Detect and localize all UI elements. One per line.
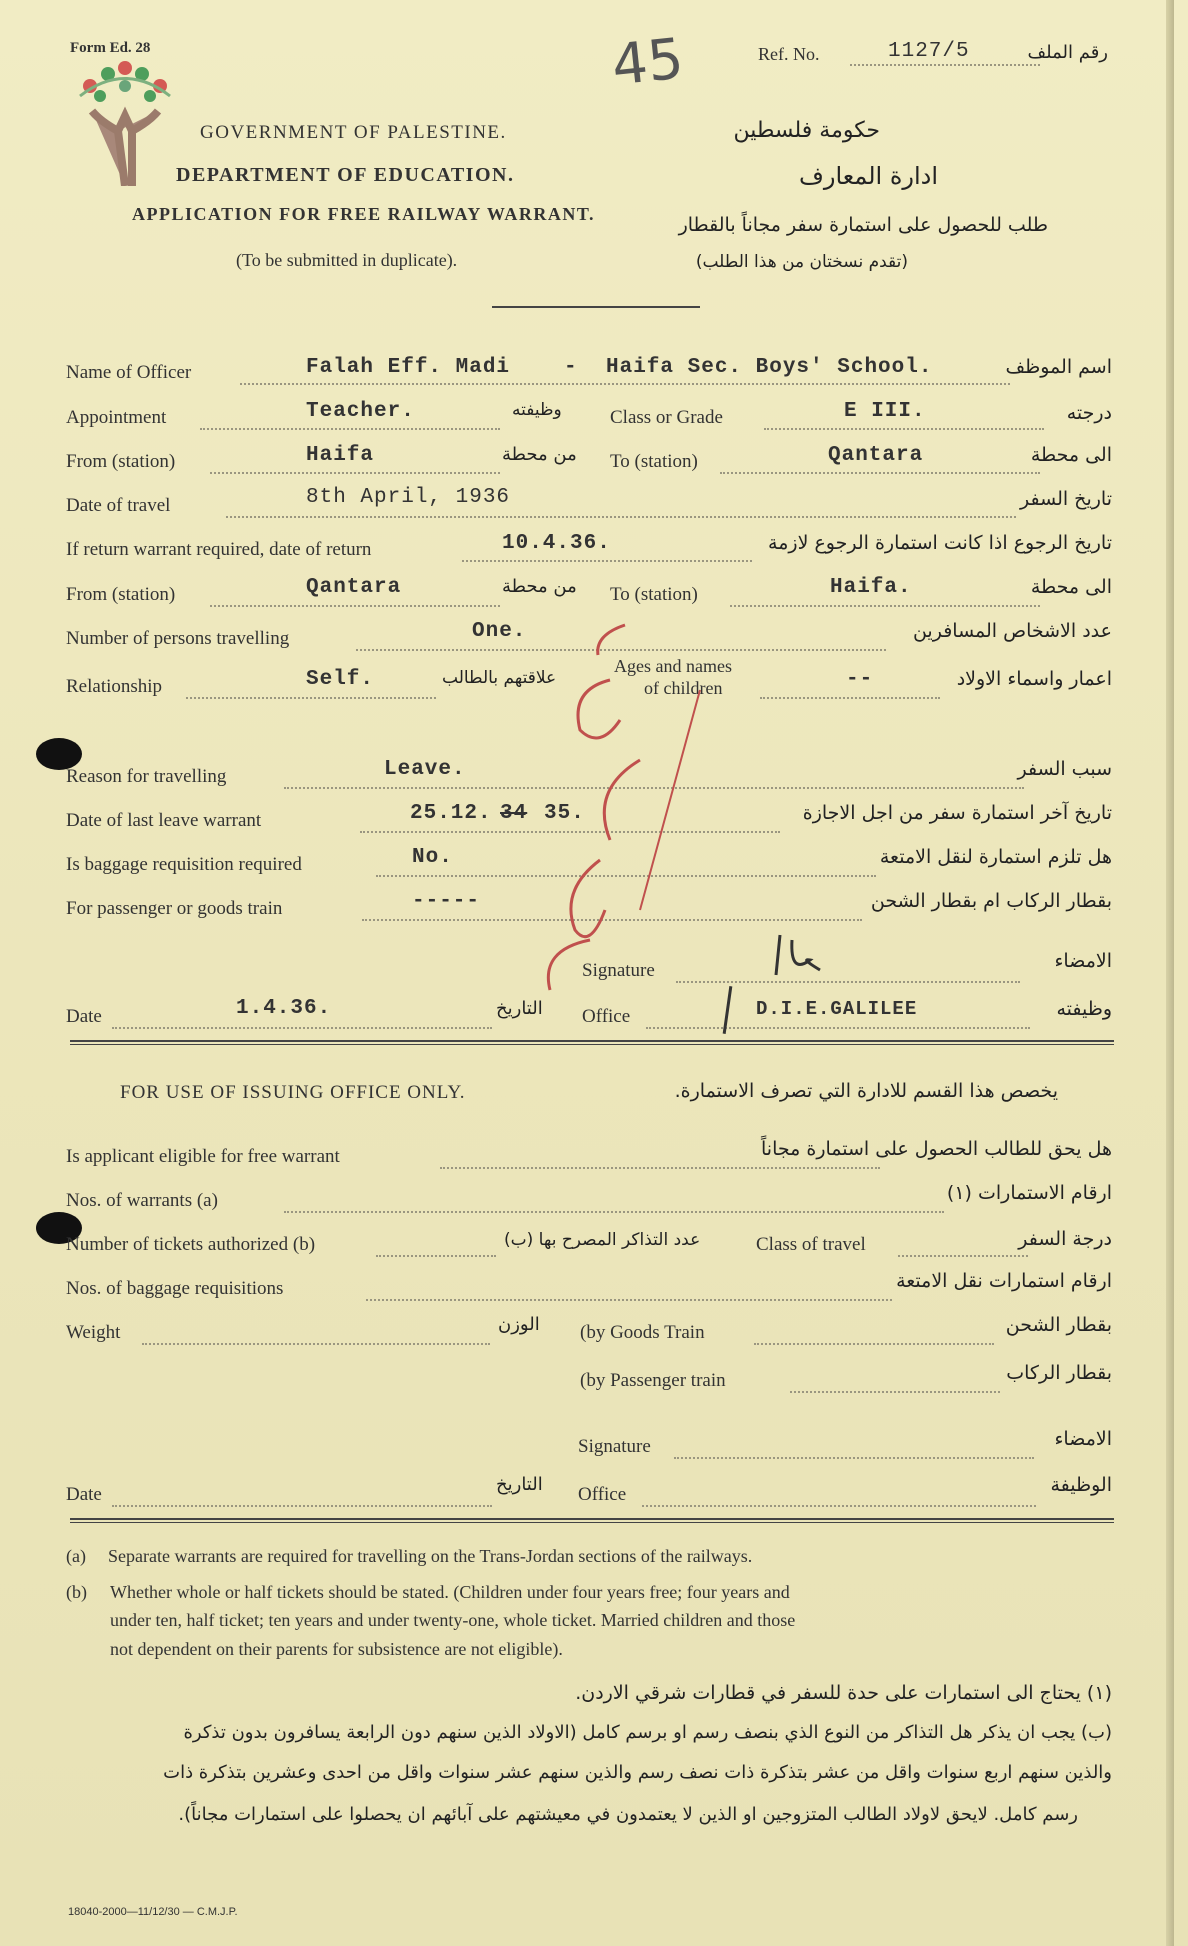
weight-label: Weight bbox=[66, 1322, 121, 1343]
train-label-ar: بقطار الركاب ام بقطار الشحن bbox=[870, 890, 1112, 912]
children-label-2: of children bbox=[644, 678, 723, 698]
form-title-ar: طلب للحصول على استمارة سفر مجاناً بالقطار bbox=[678, 214, 1048, 236]
office-line bbox=[646, 1027, 1030, 1029]
travel-date-label-ar: تاريخ السفر bbox=[1020, 488, 1112, 510]
from-label-ar: من محطة bbox=[502, 444, 577, 465]
to-line bbox=[720, 472, 1040, 474]
issuing-date-label: Date bbox=[66, 1484, 102, 1505]
issuing-office-line bbox=[642, 1505, 1036, 1507]
eligible-label: Is applicant eligible for free warrant bbox=[66, 1146, 340, 1167]
class-label-ar: درجة السفر bbox=[1018, 1228, 1112, 1250]
travel-date-line bbox=[226, 516, 1016, 518]
office-value: D.I.E.GALILEE bbox=[756, 998, 918, 1020]
officer-label: Name of Officer bbox=[66, 362, 192, 383]
note-ar-3: والذين سنهم اربع سنوات واقل من عشر بتذكرة ذات نصف رسم والذين سنهم عشر سنوات واقل من احدى وعشرين بتذكرة ذات bbox=[163, 1762, 1112, 1783]
grade-label-ar: درجته bbox=[1066, 402, 1112, 424]
section-divider-top-thin bbox=[70, 1044, 1114, 1045]
officer-line bbox=[240, 383, 1010, 385]
signature-line bbox=[676, 981, 1020, 983]
last-leave-value: 25.12. bbox=[410, 802, 492, 825]
handwritten-number: 45 bbox=[608, 26, 687, 99]
relationship-value: Self. bbox=[306, 668, 375, 691]
to2-label-ar: الى محطة bbox=[1030, 576, 1112, 598]
note-ar-1: (١) يحتاج الى استمارات على حدة للسفر في قطارات شرقي الاردن. bbox=[575, 1682, 1112, 1704]
passenger-line bbox=[790, 1391, 1000, 1393]
date-value: 1.4.36. bbox=[236, 997, 332, 1020]
return-label-ar: تاريخ الرجوع اذا كانت استمارة الرجوع لازمة bbox=[768, 532, 1112, 554]
eligible-label-ar: هل يحق للطالب الحصول على استمارة مجاناً bbox=[761, 1138, 1112, 1160]
from2-label-ar: من محطة bbox=[502, 576, 577, 597]
department-heading: DEPARTMENT OF EDUCATION. bbox=[176, 164, 515, 186]
last-leave-struck: 34 bbox=[500, 802, 528, 825]
warrants-line bbox=[284, 1211, 944, 1213]
page-edge bbox=[1166, 0, 1174, 1946]
class-line bbox=[898, 1255, 1028, 1257]
from2-line bbox=[210, 605, 500, 607]
last-leave-label: Date of last leave warrant bbox=[66, 810, 262, 831]
reason-label-ar: سبب السفر bbox=[1017, 758, 1112, 780]
form-subtitle-ar: (تقدم نسختان من هذا الطلب) bbox=[695, 252, 908, 272]
to-label-ar: الى محطة bbox=[1030, 444, 1112, 466]
office-label-ar: وظيفته bbox=[1056, 998, 1112, 1020]
appointment-label-ar: وظيفته bbox=[512, 400, 562, 420]
note-b-line1: Whether whole or half tickets should be stated. (Children under four years free; four years and bbox=[110, 1582, 790, 1602]
persons-value: One. bbox=[472, 620, 527, 643]
appointment-line bbox=[200, 428, 500, 430]
section-divider-top bbox=[70, 1040, 1114, 1042]
from2-value: Qantara bbox=[306, 576, 402, 599]
signature-label-ar: الامضاء bbox=[1054, 950, 1112, 972]
warrants-label-ar: ارقام الاستمارات (١) bbox=[946, 1182, 1112, 1204]
school-value: Haifa Sec. Boys' School. bbox=[606, 356, 933, 379]
issuing-signature-label-ar: الامضاء bbox=[1054, 1428, 1112, 1450]
officer-value: Falah Eff. Madi bbox=[306, 356, 511, 379]
children-label-ar: اعمار واسماء الاولاد bbox=[956, 668, 1112, 690]
return-label: If return warrant required, date of return bbox=[66, 539, 372, 560]
eligible-line bbox=[440, 1167, 880, 1169]
from-line bbox=[210, 472, 500, 474]
note-b-line3: not dependent on their parents for subsistence are not eligible). bbox=[110, 1639, 563, 1659]
issuing-date-line bbox=[112, 1505, 492, 1507]
passenger-label: (by Passenger train bbox=[580, 1370, 726, 1391]
government-heading: GOVERNMENT OF PALESTINE. bbox=[200, 122, 507, 143]
header-divider bbox=[492, 306, 700, 308]
note-a-text: Separate warrants are required for travelling on the Trans-Jordan sections of the railways. bbox=[108, 1546, 753, 1566]
reason-value: Leave. bbox=[384, 758, 466, 781]
issuing-signature-line bbox=[674, 1457, 1034, 1459]
tree-logo-icon bbox=[70, 56, 180, 186]
relationship-label: Relationship bbox=[66, 676, 163, 697]
baggage-nos-label: Nos. of baggage requisitions bbox=[66, 1278, 284, 1299]
children-line bbox=[760, 697, 940, 699]
issuing-heading: FOR USE OF ISSUING OFFICE ONLY. bbox=[120, 1082, 466, 1103]
red-pencil-annotation bbox=[520, 610, 723, 1010]
ref-label-ar: رقم الملف bbox=[1027, 42, 1108, 63]
relationship-line bbox=[186, 697, 436, 699]
ref-value: 1127/5 bbox=[888, 40, 970, 63]
children-value: -- bbox=[846, 668, 874, 691]
government-heading-ar: حكومة فلسطين bbox=[733, 118, 880, 143]
note-ar-4: رسم كامل. لايحق لاولاد الطالب المتزوجين او الذين لا يعتمدون في معيشتهم على آبائهم ان يحصلوا على استمارات مجاناً). bbox=[178, 1804, 1078, 1825]
form-subtitle: (To be submitted in duplicate). bbox=[236, 250, 458, 270]
to-value: Qantara bbox=[828, 444, 924, 467]
officer-label-ar: اسم الموظف bbox=[1005, 356, 1112, 378]
class-label: Class of travel bbox=[756, 1234, 866, 1255]
return-line bbox=[462, 560, 752, 562]
persons-label-ar: عدد الاشخاص المسافرين bbox=[912, 620, 1112, 642]
date-label: Date bbox=[66, 1006, 102, 1027]
appointment-label: Appointment bbox=[66, 407, 167, 428]
baggage-nos-label-ar: ارقام استمارات نقل الامتعة bbox=[896, 1270, 1112, 1292]
note-ar-2: (ب) يجب ان يذكر هل التذاكر من النوع الذي بنصف رسم او برسم كامل (الاولاد الذين سنهم دون الرابعة يسافرون بدون تذكرة bbox=[183, 1722, 1112, 1743]
weight-line bbox=[142, 1343, 490, 1345]
tickets-label: Number of tickets authorized (b) bbox=[66, 1234, 316, 1255]
section-divider-bottom-thin bbox=[70, 1522, 1114, 1523]
goods-line bbox=[754, 1343, 994, 1345]
to2-line bbox=[730, 605, 1040, 607]
department-heading-ar: ادارة المعارف bbox=[798, 162, 938, 190]
reason-label: Reason for travelling bbox=[66, 766, 227, 787]
from-value: Haifa bbox=[306, 444, 375, 467]
baggage-nos-line bbox=[366, 1299, 892, 1301]
baggage-label: Is baggage requisition required bbox=[66, 854, 302, 875]
return-value: 10.4.36. bbox=[502, 532, 611, 555]
issuing-date-label-ar: التاريخ bbox=[496, 1474, 543, 1495]
warrants-label: Nos. of warrants (a) bbox=[66, 1190, 218, 1211]
printer-code: 18040-2000—11/12/30 — C.M.J.P. bbox=[68, 1906, 238, 1918]
form-title: APPLICATION FOR FREE RAILWAY WARRANT. bbox=[132, 204, 596, 224]
last-leave-year: 35. bbox=[544, 802, 585, 825]
note-a-mark: (a) bbox=[66, 1546, 86, 1566]
persons-label: Number of persons travelling bbox=[66, 628, 290, 649]
tickets-line bbox=[376, 1255, 496, 1257]
note-b-line2: under ten, half ticket; ten years and under twenty-one, whole ticket. Married children and those bbox=[110, 1610, 796, 1630]
section-divider-bottom bbox=[70, 1518, 1114, 1520]
relationship-label-ar: علاقتهم بالطالب bbox=[442, 668, 557, 688]
goods-label-ar: بقطار الشحن bbox=[1005, 1314, 1112, 1336]
children-label-1: Ages and names bbox=[614, 656, 732, 676]
to2-label: To (station) bbox=[610, 584, 698, 605]
issuing-heading-ar: يخصص هذا القسم للادارة التي تصرف الاستمارة. bbox=[674, 1080, 1058, 1102]
date-line bbox=[112, 1027, 492, 1029]
passenger-label-ar: بقطار الركاب bbox=[1006, 1362, 1112, 1384]
signature-scribble bbox=[770, 930, 830, 980]
to2-value: Haifa. bbox=[830, 576, 912, 599]
signature-label: Signature bbox=[582, 960, 655, 981]
issuing-office-label-ar: الوظيفة bbox=[1050, 1474, 1112, 1496]
form-number: Form Ed. 28 bbox=[70, 40, 151, 56]
baggage-value: No. bbox=[412, 846, 453, 869]
issuing-office-label: Office bbox=[578, 1484, 627, 1505]
tickets-label-ar: عدد التذاكر المصرح بها (ب) bbox=[504, 1230, 701, 1250]
goods-label: (by Goods Train bbox=[580, 1322, 705, 1343]
note-b-mark: (b) bbox=[66, 1582, 87, 1602]
train-value: ----- bbox=[412, 890, 481, 913]
travel-date-value: 8th April, 1936 bbox=[306, 486, 511, 509]
ref-line bbox=[850, 64, 1040, 66]
last-leave-label-ar: تاريخ آخر استمارة سفر من اجل الاجازة bbox=[802, 802, 1112, 824]
grade-line bbox=[764, 428, 1044, 430]
date-label-ar: التاريخ bbox=[496, 998, 543, 1019]
office-label: Office bbox=[582, 1006, 631, 1027]
grade-value: E III. bbox=[844, 400, 926, 423]
grade-label: Class or Grade bbox=[610, 407, 723, 428]
officer-dash: - bbox=[564, 356, 578, 379]
baggage-label-ar: هل تلزم استمارة لنقل الامتعة bbox=[879, 846, 1112, 868]
ref-label: Ref. No. bbox=[758, 44, 820, 64]
travel-date-label: Date of travel bbox=[66, 495, 171, 516]
weight-label-ar: الوزن bbox=[498, 1314, 540, 1335]
appointment-value: Teacher. bbox=[306, 400, 415, 423]
from2-label: From (station) bbox=[66, 584, 176, 605]
issuing-signature-label: Signature bbox=[578, 1436, 651, 1457]
to-label: To (station) bbox=[610, 451, 698, 472]
train-label: For passenger or goods train bbox=[66, 898, 283, 919]
from-label: From (station) bbox=[66, 451, 176, 472]
